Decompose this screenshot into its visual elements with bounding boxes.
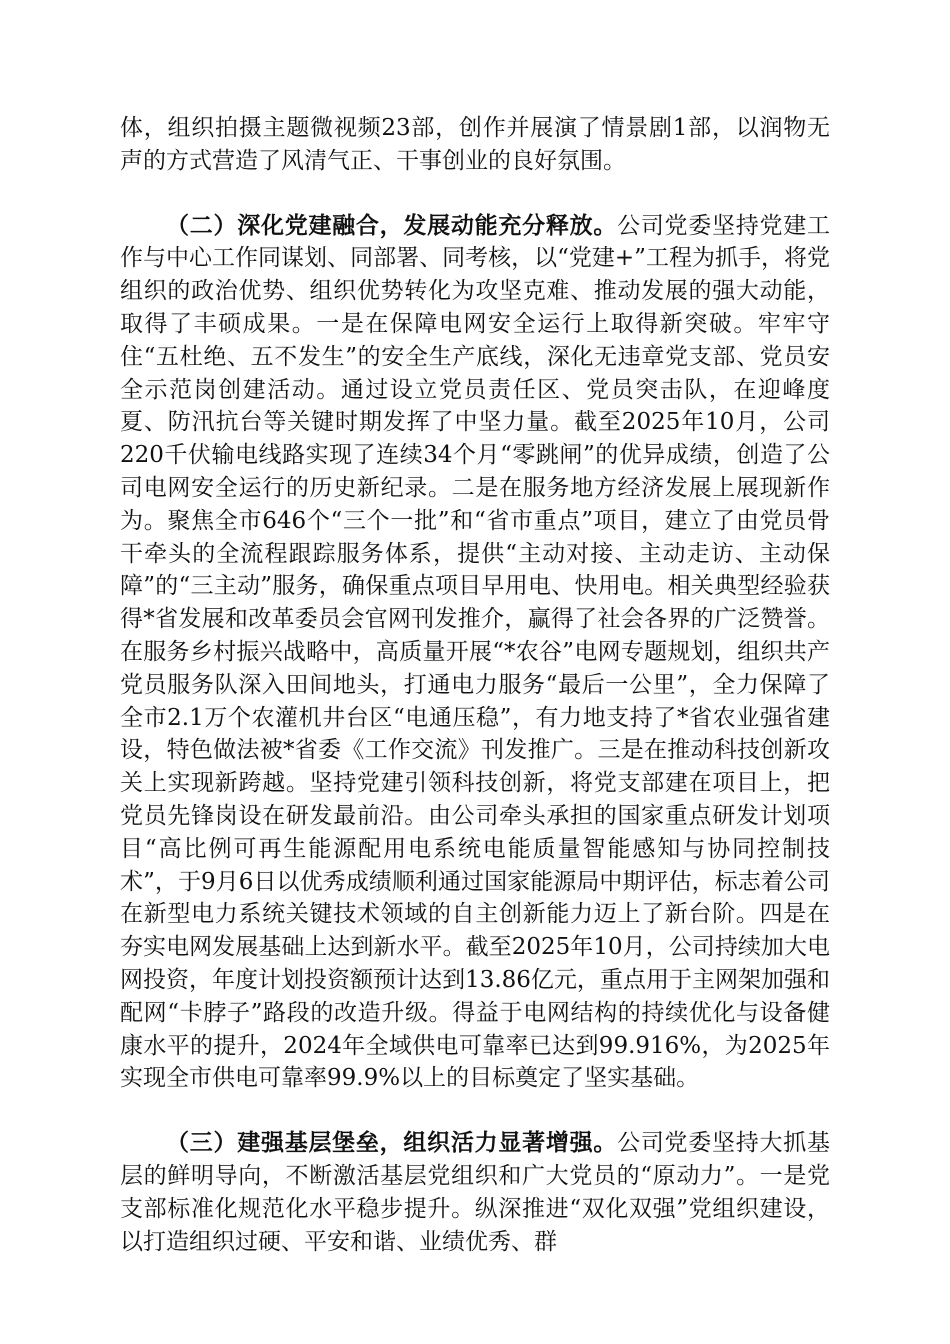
paragraph-section-2 [120,210,830,1096]
section-heading: （二）深化党建融合，发展动能充分释放。 [166,212,618,239]
paragraph-continuation [120,112,830,178]
document-page [120,112,830,1258]
section-heading: （三）建强基层堡垒，组织活力显著增强。 [166,1130,618,1157]
paragraph-body: 公司党委坚持党建工作与中心工作同谋划、同部署、同考核，以“党建+”工程为抓手，将党组织的政治优势、组织优势转化为攻坚克难、推动发展的强大动能，取得了丰硕成果。一是在保障电网安全运行上取得新突破。牢牢守住“五杜绝、五不发生”的安全生产底线，深化无违章党支部、党员安全示范岗创建活动。通过设立党员责任区、党员突击队，在迎峰度夏、防汛抗台等关键时期发挥了中坚力量。截至2025年10月，公司220千伏输电线路实现了连续34个月“零跳闸”的优异成绩，创造了公司电网安全运行的历史新纪录。二是在服务地方经济发展上展现新作为。聚焦全市646个“三个一批”和“省市重点”项目，建立了由党员骨干牵头的全流程跟踪服务体系，提供“主动对接、主动走访、主动保障”的“三主动”服务，确保重点项目早用电、快用电。相关典型经验获得*省发展和改革委员会官网刊发推介，赢得了社会各界的广泛赞誉。在服务乡村振兴战略中，高质量开展“*农谷”电网专题规划，组织共产党员服务队深入田间地头，打通电力服务“最后一公里”，全力保障了全市2.1万个农灌机井台区“电通压稳”，有力地支持了*省农业强省建设，特色做法被*省委《工作交流》刊发推广。三是在推动科技创新攻关上实现新跨越。坚持党建引领科技创新，将党支部建在项目上，把党员先锋岗设在研发最前沿。由公司牵头承担的国家重点研发计划项目“高比例可再生能源配用电系统电能质量智能感知与协同控制技术”，于9月6日以优秀成绩顺利通过国家能源局中期评估，标志着公司在新型电力系统关键技术领域的自主创新能力迈上了新台阶。四是在夯实电网发展基础上达到新水平。截至2025年10月，公司持续加大电网投资，年度计划投资额预计达到13.86亿元，重点用于主网架加强和配网“卡脖子”路段的改造升级。得益于电网结构的持续优化与设备健康水平的提升，2024年全域供电可靠率已达到99.916%，为2025年实现全市供电可靠率99.9%以上的目标奠定了坚实基础。 [120,212,831,1092]
paragraph-body: 公司党委坚持大抓基层的鲜明导向，不断激活基层党组织和广大党员的“原动力”。一是党支部标准化规范化水平稳步提升。纵深推进“双化双强”党组织建设，以打造组织过硬、平安和谐、业绩优秀、群 [120,1130,831,1255]
paragraph-section-3 [120,1127,830,1258]
paragraph-body: 体，组织拍摄主题微视频23部，创作并展演了情景剧1部，以润物无声的方式营造了风清气正、干事创业的良好氛围。 [120,115,830,174]
